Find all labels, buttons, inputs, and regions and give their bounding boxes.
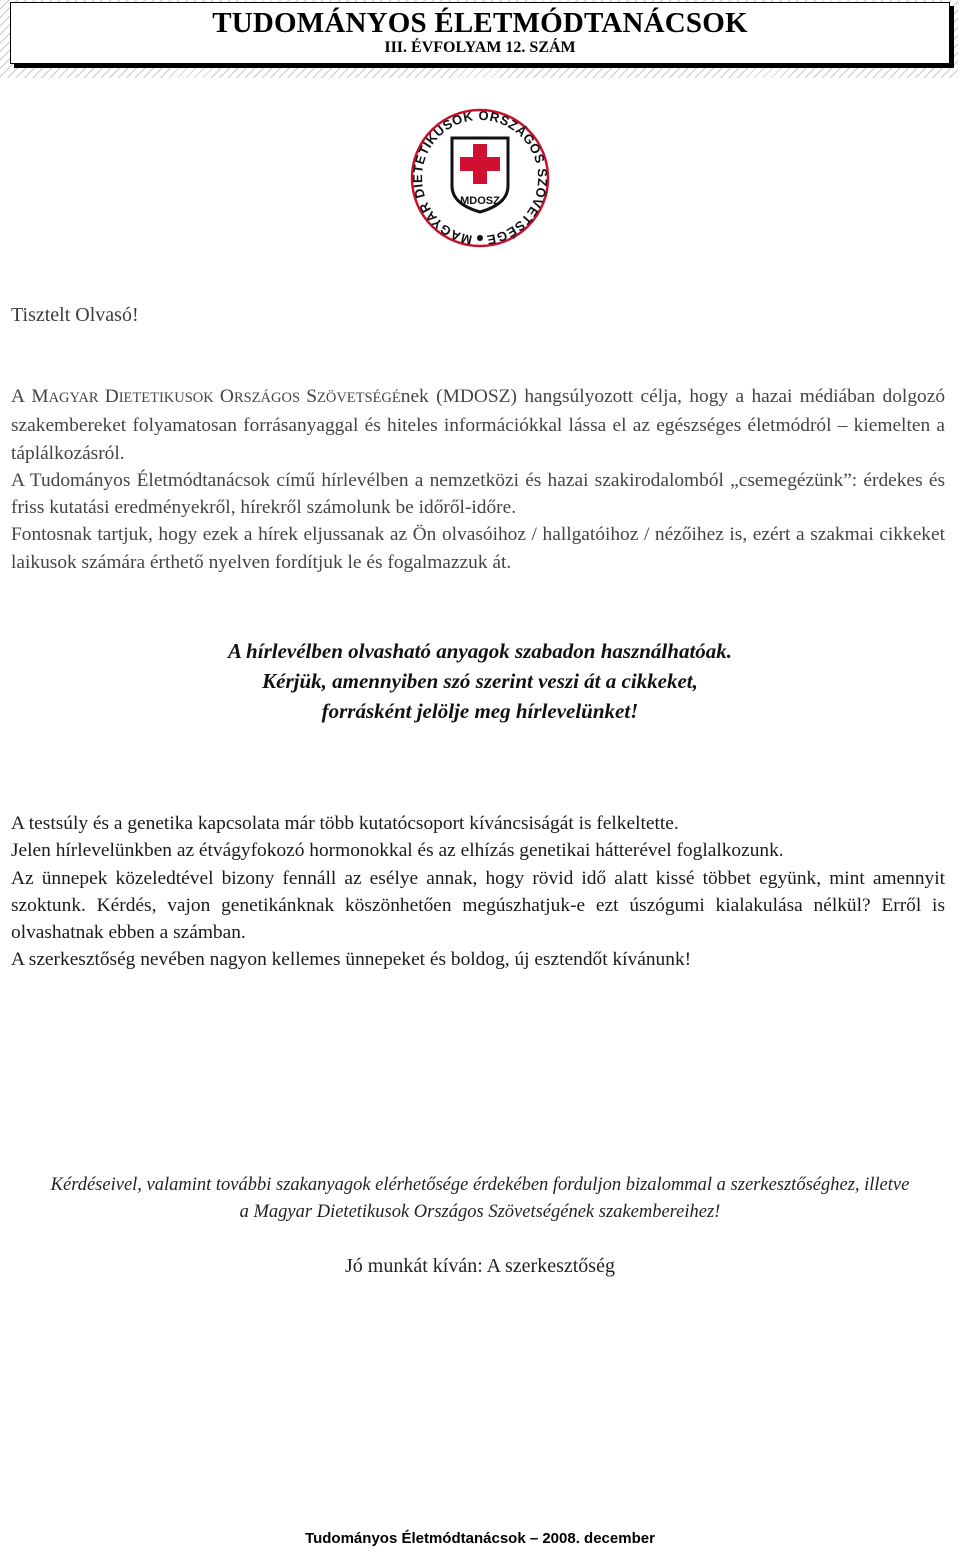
notice-line-3: forrásként jelölje meg hírlevelünket! xyxy=(321,699,639,723)
intro-p3: Fontosnak tartjuk, hogy ezek a hírek eljussanak az Ön olvasóihoz / hallgatóihoz / nézőihez is, ezért a szakmai cikkeket laikusok számára érthető nyelven fordítjuk le és fogalmazzuk át. xyxy=(11,524,945,573)
newsletter-title: TUDOMÁNYOS ÉLETMÓDTANÁCSOK xyxy=(212,7,748,39)
intro-p1: A MAGYAR DIETETIKUSOK ORSZÁGOS SZÖVETSÉGÉnek (MDOSZ) hangsúlyozott célja, hogy a hazai médiában dolgozó szakembereket folyamatosan forrásanyaggal és hiteles információkkal lássa el az egészséges életmódról – kiemelten a táplálkozásról. xyxy=(11,386,946,464)
contact-note xyxy=(0,1172,960,1226)
intro-p2: A Tudományos Életmódtanácsok című hírlevélben a nemzetközi és hazai szakirodalomból „csemegézünk”: érdekes és friss kutatási eredményekről, hírekről számolunk be időről-időre. xyxy=(11,469,945,519)
contact-line-2: a Magyar Dietetikusok Országos Szövetségének szakembereihez! xyxy=(239,1202,721,1222)
issue-summary xyxy=(11,810,945,974)
usage-notice xyxy=(0,636,960,726)
logo-shield xyxy=(452,138,508,212)
logo-ring-text: MAGYAR DIETETIKUSOK ORSZÁGOS SZÖVETSÉGE xyxy=(410,108,551,248)
contact-line-1: Kérdéseivel, valamint további szakanyagok elérhetősége érdekében forduljon bizalommal a szerkesztőséghez, illetve xyxy=(50,1175,910,1195)
issue-number: III. ÉVFOLYAM 12. SZÁM xyxy=(384,39,576,56)
summary-p2: Jelen hírlevelünkben az étvágyfokozó hormonokkal és az elhízás genetikai hátterével foglalkozunk. xyxy=(11,840,784,862)
intro-paragraph xyxy=(11,383,945,576)
summary-p1: A testsúly és a genetika kapcsolata már több kutatócsoport kíváncsiságát is felkeltette. xyxy=(11,813,679,834)
summary-p3: Az ünnepek közeledtével bizony fennáll az esélye annak, hogy rövid idő alatt kissé többet együnk, mint amennyit szoktunk. Kérdés, vajon genetikánknak köszönhetően megúszhatjuk-e ezt úszógumi kialakulása nélkül? Erről is olvashatnak ebben a számban. xyxy=(11,867,945,944)
notice-line-2: Kérjük, amennyiben szó szerint veszi át a cikkeket, xyxy=(262,669,698,693)
notice-line-1: A hírlevélben olvasható anyagok szabadon használhatóak. xyxy=(227,639,733,663)
mdosz-logo xyxy=(402,108,558,248)
summary-p4: A szerkesztőség nevében nagyon kellemes ünnepeket és boldog, új esztendőt kívánunk! xyxy=(11,949,692,971)
greeting: Tisztelt Olvasó! xyxy=(11,304,139,326)
logo-center-text: MDOSZ xyxy=(460,195,500,207)
header-banner xyxy=(0,0,958,78)
page-footer: Tudományos Életmódtanácsok – 2008. december xyxy=(305,1530,655,1547)
signoff: Jó munkát kíván: A szerkesztőség xyxy=(345,1255,615,1277)
header-box xyxy=(10,2,950,64)
